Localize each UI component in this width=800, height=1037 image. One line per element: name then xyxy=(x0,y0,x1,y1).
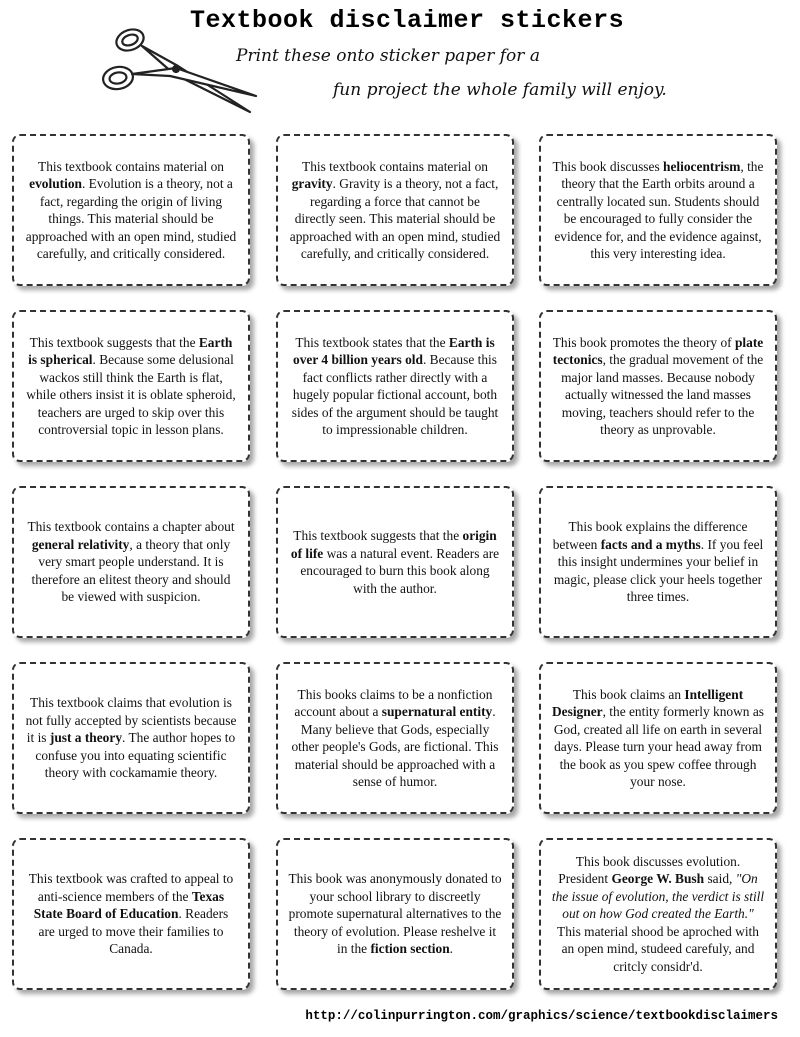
emphasis-bold: Earth is over 4 billion years old xyxy=(293,334,495,367)
sticker-fiction-section xyxy=(276,838,514,990)
sticker-text: This textbook contains material on gravity. Gravity is a theory, not a fact, regarding a force that cannot be directly seen. This material should be approached with an open mind, studied carefully, and critically considered. xyxy=(289,158,501,261)
sticker-old-earth xyxy=(276,310,514,462)
sticker-text: This textbook states that the Earth is over 4 billion years old. Because this fact conflicts rather directly with a hugely popular fictional account, both sides of the argument should be taught to impressionable children. xyxy=(291,334,499,437)
emphasis-bold: heliocentrism xyxy=(663,158,741,174)
emphasis-bold: Texas State Board of Education xyxy=(33,888,225,922)
sticker-bush-quote xyxy=(539,838,777,990)
sticker-text: This books claims to be a nonfiction account about a supernatural entity. Many believe that Gods, especially other people's Gods, are fictional. This material should be approached with a sense of humor. xyxy=(291,686,499,789)
sticker-text: This book promotes the theory of plate tectonics, the gradual movement of the major land masses. Because nobody actually witnessed the land masses moving, teachers should refer to the theory as unprovable. xyxy=(552,334,764,437)
subtitle-line-1: Print these onto sticker paper for a xyxy=(236,46,540,66)
sticker-text: This textbook contains material on evolution. Evolution is a theory, not a fact, regarding the origin of living things. This material should be approached with an open mind, studied carefully, and critically considered. xyxy=(25,158,237,261)
sticker-text: This textbook contains a chapter about general relativity, a theory that only very smart people understand. It is therefore an elitest theory and should be viewed with suspicion. xyxy=(27,519,235,605)
footer-url[interactable]: http://colinpurrington.com/graphics/science/textbookdisclaimers xyxy=(305,1009,778,1023)
page-title: Textbook disclaimer stickers xyxy=(190,6,625,35)
emphasis-bold: fiction section xyxy=(370,941,450,957)
sticker-text: This book claims an Intelligent Designer, the entity formerly known as God, created all life on earth in several days. Please turn your head away from the book as you spew coffee through your nose. xyxy=(552,686,764,789)
emphasis-bold: plate tectonics xyxy=(552,334,764,367)
sticker-text: This textbook was crafted to appeal to anti-science members of the Texas State Board of Education. Readers are urged to move their families to Canada. xyxy=(28,871,234,957)
sticker-text: This textbook claims that evolution is not fully accepted by scientists because it is just a theory. The author hopes to confuse you into equating scientific theory with cockamamie theory. xyxy=(25,695,237,781)
subtitle-line-2: fun project the whole family will enjoy. xyxy=(333,80,667,100)
emphasis-bold: Intelligent Designer xyxy=(552,686,744,719)
sticker-text: This book was anonymously donated to your school library to discreetly promote supernatural alternatives to the theory of evolution. Please reshelve it in the fiction section. xyxy=(288,871,502,957)
emphasis-bold: supernatural entity xyxy=(381,704,493,719)
sticker-evolution xyxy=(12,134,250,286)
sticker-facts-myths xyxy=(539,486,777,638)
sticker-supernatural-entity xyxy=(276,662,514,814)
emphasis-bold: George W. Bush xyxy=(611,871,705,887)
sticker-relativity xyxy=(12,486,250,638)
emphasis-bold: general relativity xyxy=(31,536,130,552)
sticker-text: This book explains the difference between facts and a myths. If you feel this insight undermines your belief in magic, please click your heels together three times. xyxy=(552,519,764,605)
sticker-texas-board xyxy=(12,838,250,990)
emphasis-bold: evolution xyxy=(29,176,82,191)
sticker-heliocentrism xyxy=(539,134,777,286)
sticker-intelligent-designer xyxy=(539,662,777,814)
sticker-text: This book discusses evolution. President George W. Bush said, "On the issue of evolution, the verdict is still out on how God created the Earth." This material shood be aproched with an open mind, studeed carefuly, and critcly considr'd. xyxy=(551,853,765,974)
emphasis-bold: Earth is spherical xyxy=(28,334,233,367)
sticker-gravity xyxy=(276,134,514,286)
scissors-icon xyxy=(100,20,260,120)
sticker-spherical-earth xyxy=(12,310,250,462)
sticker-text: This textbook suggests that the origin of life was a natural event. Readers are encouraged to burn this book along with the author. xyxy=(290,528,500,596)
emphasis-italic: "On the issue of evolution, the verdict is still out on how God created the Earth." xyxy=(551,871,765,922)
sticker-text: This textbook suggests that the Earth is spherical. Because some delusional wackos still think the Earth is flat, while others insist it is oblate spheroid, teachers are urged to skip over this controversial topic in lesson plans. xyxy=(26,334,236,437)
emphasis-bold: gravity xyxy=(291,176,333,191)
sticker-just-a-theory xyxy=(12,662,250,814)
emphasis-bold: just a theory xyxy=(49,730,123,746)
sticker-origin-of-life xyxy=(276,486,514,638)
sticker-plate-tectonics xyxy=(539,310,777,462)
sticker-text: This book discusses heliocentrism, the theory that the Earth orbits around a centrally located sun. Students should be encouraged to fully consider the evidence for, and the evidence against, this very interesting idea. xyxy=(552,158,764,261)
emphasis-bold: origin of life xyxy=(290,528,497,561)
emphasis-bold: facts and a myths xyxy=(600,536,701,552)
